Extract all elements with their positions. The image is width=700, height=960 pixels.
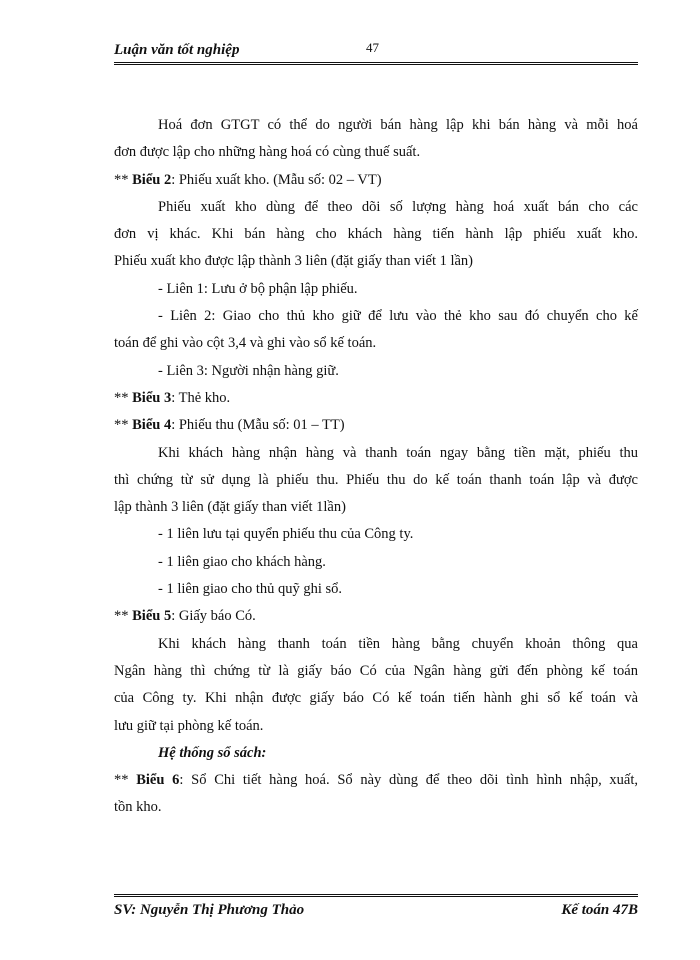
form-label: Biểu 5 [132,608,172,625]
thesis-title: Luận văn tốt nghiệp [114,42,240,58]
paragraph-line: của Công ty. Khi nhận được giấy báo Có kế toán tiến hành ghi sổ kế toán và [114,690,638,707]
header-divider [114,62,638,65]
paragraph-line: lưu giữ tại phòng kế toán. [114,717,264,734]
paragraph-line: lập thành 3 liên (đặt giấy than viết 1lần) [114,499,346,516]
list-item-continuation: toán để ghi vào cột 3,4 và ghi vào sổ kế toán. [114,335,377,352]
paragraph-line: Khi khách hàng thanh toán tiền hàng bằng chuyển khoản thông qua [158,635,638,652]
form-heading-bieu-4: ** Biểu 4: Phiếu thu (Mẫu số: 01 – TT) [114,417,345,434]
form-heading-bieu-3: ** Biểu 3: Thẻ kho. [114,389,231,406]
page-header [114,38,638,62]
class-name: Kế toán 47B [561,902,638,918]
paragraph-line: Hoá đơn GTGT có thể do người bán hàng lập khi bán hàng và mỗi hoá [158,117,638,133]
list-item: - Liên 1: Lưu ở bộ phận lập phiếu. [158,280,358,297]
list-item: - 1 liên lưu tại quyển phiếu thu của Công ty. [158,526,414,543]
paragraph-line: đơn được lập cho những hàng hoá có cùng thuế suất. [114,144,421,161]
form-heading-bieu-2: ** Biểu 2: Phiếu xuất kho. (Mẫu số: 02 – VT) [114,171,382,188]
document-body [114,112,638,822]
paragraph-line: Phiếu xuất kho dùng để theo dõi số lượng hàng hoá xuất bán cho các [158,198,638,215]
paragraph-line: thì chứng từ sử dụng là phiếu thu. Phiếu thu do kế toán thanh toán lập và được [114,471,638,488]
paragraph-line: đơn vị khác. Khi bán hàng cho khách hàng tiến hành lập phiếu xuất kho. [114,226,638,243]
page-number: 47 [366,40,379,55]
form-heading-bieu-5: ** Biểu 5: Giấy báo Có. [114,608,256,625]
form-label: Biểu 2 [132,171,172,188]
form-label: Biểu 6 [136,772,180,789]
form-heading-bieu-6: ** Biểu 6: Sổ Chi tiết hàng hoá. Sổ này dùng để theo dõi tình hình nhập, xuất, [114,772,639,789]
paragraph-line: Ngân hàng thì chứng từ là giấy báo Có của Ngân hàng gửi đến phòng kế toán [114,662,638,679]
section-heading: Hệ thống sổ sách: [158,744,267,761]
list-item: - 1 liên giao cho thủ quỹ ghi sổ. [158,581,343,598]
student-name: SV: Nguyễn Thị Phương Thảo [114,902,305,918]
list-item: - Liên 3: Người nhận hàng giữ. [158,362,339,379]
paragraph-line: tồn kho. [114,799,162,816]
list-item: - Liên 2: Giao cho thủ kho giữ để lưu vào thẻ kho sau đó chuyển cho kế [158,308,638,325]
form-label: Biểu 4 [132,417,172,434]
paragraph-line: Phiếu xuất kho được lập thành 3 liên (đặt giấy than viết 1 lần) [114,253,474,270]
footer-divider [114,894,638,897]
paragraph-line: Khi khách hàng nhận hàng và thanh toán ngay bằng tiền mặt, phiếu thu [158,444,638,461]
form-label: Biểu 3 [132,389,172,406]
list-item: - 1 liên giao cho khách hàng. [158,553,326,570]
